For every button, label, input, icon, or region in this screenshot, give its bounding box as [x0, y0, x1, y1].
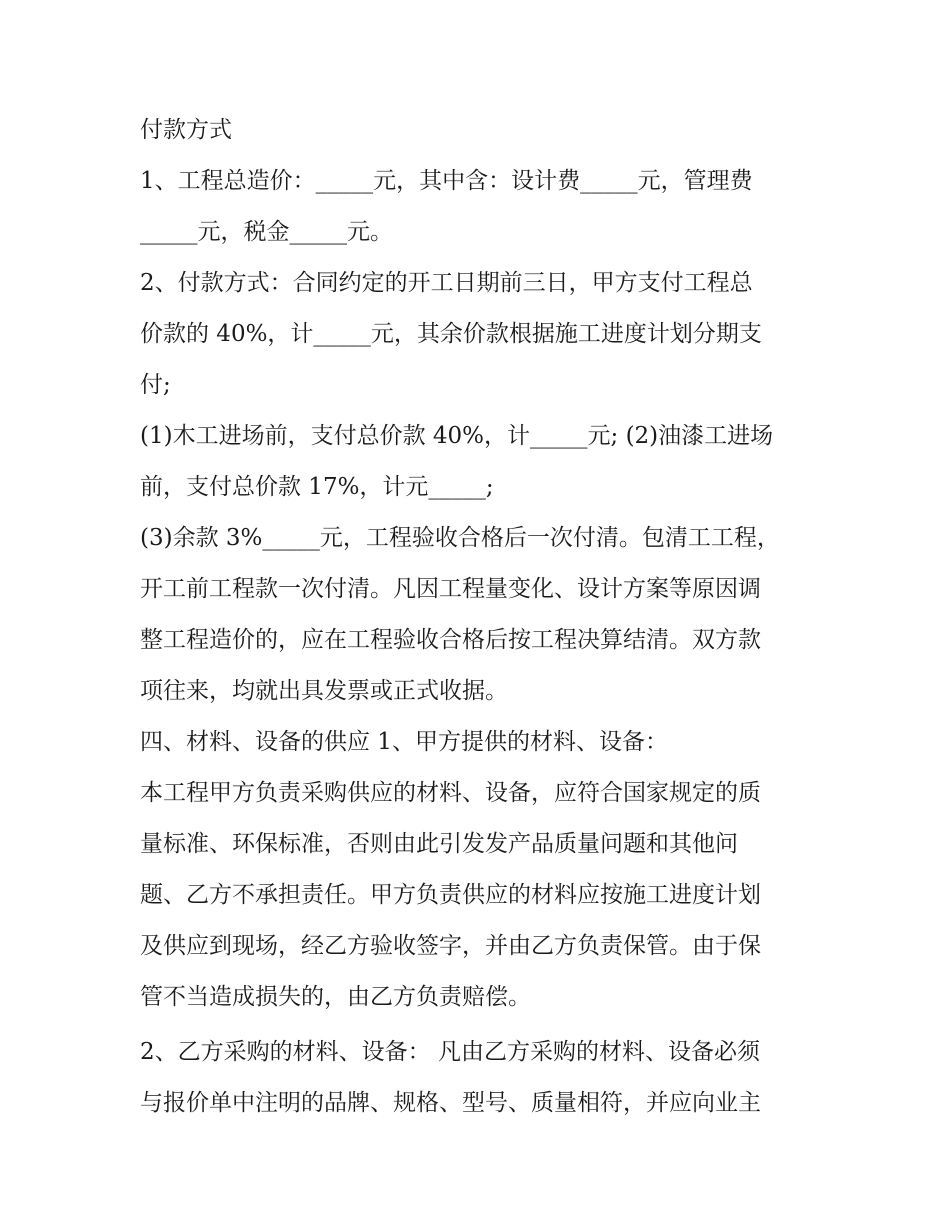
text-line: 前，支付总价款 17%，计元_____;	[140, 474, 494, 500]
text-line: 项往来，均就出具发票或正式收据。	[140, 678, 508, 704]
text-line: 付;	[140, 372, 171, 398]
text-line: 1、工程总造价：_____元，其中含：设计费_____元，管理费	[140, 168, 753, 194]
text-line: 量标准、环保标准，否则由此引发发产品质量问题和其他问	[140, 831, 738, 857]
text-line: (1)木工进场前，支付总价款 40%，计_____元; (2)油漆工进场	[140, 423, 774, 449]
document-body	[140, 105, 820, 1129]
section-heading: 付款方式	[140, 117, 232, 143]
text-line: 本工程甲方负责采购供应的材料、设备，应符合国家规定的质	[140, 780, 761, 806]
text-line: 与报价单中注明的品牌、规格、型号、质量相符，并应向业主	[140, 1090, 761, 1116]
text-line: 四、材料、设备的供应 1、甲方提供的材料、设备：	[140, 729, 668, 755]
text-line: 开工前工程款一次付清。凡因工程量变化、设计方案等原因调	[140, 576, 761, 602]
text-line: 及供应到现场，经乙方验收签字，并由乙方负责保管。由于保	[140, 933, 761, 959]
text-line: 价款的 40%，计_____元，其余价款根据施工进度计划分期支	[140, 321, 762, 347]
text-line: 题、乙方不承担责任。甲方负责供应的材料应按施工进度计划	[140, 882, 761, 908]
text-line: 整工程造价的，应在工程验收合格后按工程决算结清。双方款	[140, 627, 761, 653]
text-line: 管不当造成损失的，由乙方负责赔偿。	[140, 984, 531, 1010]
text-line: (3)余款 3%_____元，工程验收合格后一次付清。包清工工程，	[140, 525, 780, 551]
text-line: 2、乙方采购的材料、设备： 凡由乙方采购的材料、设备必须	[140, 1039, 760, 1065]
text-line: _____元，税金_____元。	[140, 219, 393, 245]
text-line: 2、付款方式：合同约定的开工日期前三日，甲方支付工程总	[140, 270, 753, 296]
